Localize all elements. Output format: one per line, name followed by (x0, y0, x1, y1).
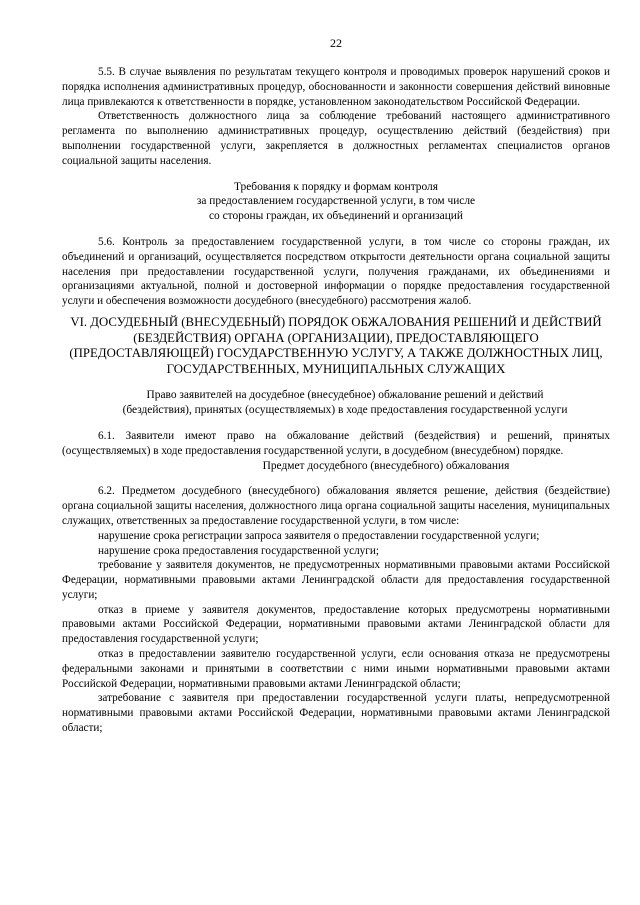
paragraph-5-5-responsibility: Ответственность должностного лица за соблюдение требований настоящего административного регламента по выполнению административных процедур, осуществлению действий (бездействия) при выполнении государственной услуги, закрепляется в должностных регламентах специалистов органов социальной защиты населения. (62, 110, 610, 167)
document-page (62, 36, 610, 736)
list-item: нарушение срока регистрации запроса заявителя о предоставлении государственной услуги; (98, 529, 540, 542)
paragraph-6-1: 6.1. Заявители имеют право на обжалование действий (бездействия) и решений, принятых (осуществляемых) в ходе предоставления государственной услуги, в досудебном (внесудебном) порядке. (62, 429, 610, 457)
list-item: отказ в предоставлении заявителю государственной услуги, если основания отказа не предусмотрены федеральными законами и принятыми в соответствии с ними иными нормативными правовыми актами Российской Федерации, нормативными правовыми актами Ленинградской области; (62, 648, 610, 690)
heading-appeal-right (62, 388, 610, 418)
heading-appeal-subject: Предмет досудебного (внесудебного) обжалования (262, 459, 510, 472)
heading-line: Право заявителей на досудебное (внесудебное) обжалование решений и действий (146, 389, 544, 402)
paragraph-6-2: 6.2. Предметом досудебного (внесудебного) обжалования является решение, действия (бездействие) органа социальной защиты населения, должностного лица органа социальной защиты населения, муниципальных служащих, ответственных за предоставление государственной услуги, в том числе: (62, 485, 610, 527)
heading-line: за предоставлением государственной услуги, в том числе (196, 195, 476, 208)
heading-control-requirements (62, 180, 610, 224)
section-vi-title: VI. ДОСУДЕБНЫЙ (ВНЕСУДЕБНЫЙ) ПОРЯДОК ОБЖАЛОВАНИЯ РЕШЕНИЙ И ДЕЙСТВИЙ (БЕЗДЕЙСТВИЯ) ОРГАНА (ОРГАНИЗАЦИИ), ПРЕДОСТАВЛЯЮЩЕГО (ПРЕДОСТАВЛЯЮЩЕЙ) ГОСУДАРСТВЕННУЮ УСЛУГУ, А ТАКЖЕ ДОЛЖНОСТНЫХ ЛИЦ, ГОСУДАРСТВЕННЫХ, МУНИЦИПАЛЬНЫХ СЛУЖАЩИХ (69, 314, 603, 376)
paragraph-5-6: 5.6. Контроль за предоставлением государственной услуги, в том числе со стороны граждан, их объединений и организаций, осуществляется посредством открытости деятельности органа социальной защиты населения при предоставлении государственной услуги, получения гражданами, их объединениями и организациями актуальной, полной и достоверной информации о порядке предоставления государственной услуги и обеспечения возможности досудебного (внесудебного) рассмотрения жалоб. (62, 235, 610, 308)
heading-line: (бездействия), принятых (осуществляемых) в ходе предоставления государственной услуги (122, 404, 568, 417)
list-item: нарушение срока предоставления государственной услуги; (98, 544, 379, 557)
heading-line: Требования к порядку и формам контроля (234, 180, 438, 193)
paragraph-5-5: 5.5. В случае выявления по результатам текущего контроля и проводимых проверок нарушений сроков и порядка исполнения административных процедур, обоснованности и законности совершения действий виновные лица привлекаются к ответственности в порядке, установленном законодательством Российской Федерации. (62, 66, 610, 108)
heading-line: со стороны граждан, их объединений и организаций (208, 210, 463, 223)
list-item: отказ в приеме у заявителя документов, предоставление которых предусмотрены нормативными правовыми актами Российской Федерации, нормативными правовыми актами Ленинградской области для предоставления государственной услуги; (62, 603, 610, 646)
list-item: требование у заявителя документов, не предусмотренных нормативными правовыми актами Российской Федерации, нормативными правовыми актами Ленинградской области для предоставления государственной услуги; (62, 559, 610, 601)
list-item: затребование с заявителя при предоставлении государственной услуги платы, непредусмотренной нормативными правовыми актами Российской Федерации, нормативными правовыми актами Ленинградской области; (62, 692, 610, 735)
page-number: 22 (330, 36, 342, 50)
